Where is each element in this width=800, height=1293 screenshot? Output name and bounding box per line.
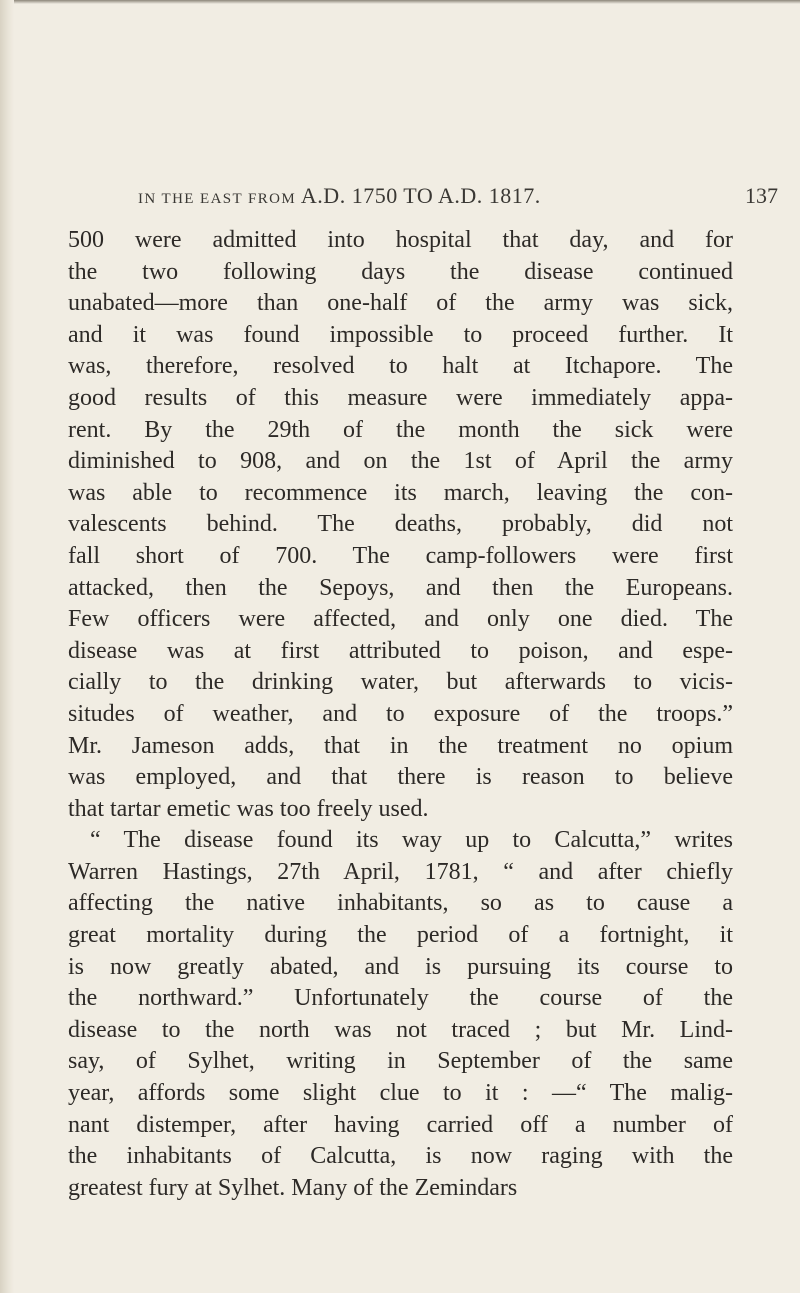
text-line: affecting the native inhabitants, so as to cause a (68, 890, 733, 917)
text-line: unabated—more than one-half of the army was sick, (68, 290, 733, 317)
text-line: Mr. Jameson adds, that in the treatment no opium (68, 732, 733, 759)
text-line: was employed, and that there is reason to believe (68, 764, 733, 791)
text-line: rent. By the 29th of the month the sick were (68, 416, 733, 443)
running-head-prefix: IN THE EAST FROM (138, 191, 297, 207)
text-line: the northward.” Unfortunately the course of the (68, 985, 733, 1012)
text-line: nant distemper, after having carried off a number of (68, 1111, 733, 1138)
text-line: 500 were admitted into hospital that day, and for (68, 227, 733, 253)
text-line: was able to recommence its march, leaving the con- (68, 479, 733, 506)
text-line: diminished to 908, and on the 1st of April the army (68, 448, 733, 475)
text-line: disease was at first attributed to poison, and espe- (68, 637, 733, 664)
body-text (68, 225, 733, 1204)
text-line: the inhabitants of Calcutta, is now raging with the (68, 1143, 733, 1170)
text-line: valescents behind. The deaths, probably, did not (68, 511, 733, 538)
text-line: disease to the north was not traced ; but Mr. Lind- (68, 1016, 733, 1043)
text-line: greatest fury at Sylhet. Many of the Zemindars (68, 1174, 518, 1201)
text-line: fall short of 700. The camp-followers were first (68, 542, 733, 569)
page-top-edge (0, 0, 800, 4)
text-line: situdes of weather, and to exposure of the troops.” (68, 700, 733, 727)
text-line: “ The disease found its way up to Calcutta,” writes (90, 827, 733, 854)
text-line: Warren Hastings, 27th April, 1781, “ and after chiefly (68, 858, 733, 885)
page-binding-edge (0, 0, 14, 1293)
text-line: Few officers were affected, and only one died. The (68, 606, 733, 633)
text-line: say, of Sylhet, writing in September of the same (68, 1048, 733, 1075)
text-line: is now greatly abated, and is pursuing its course to (68, 953, 733, 980)
text-line: cially to the drinking water, but afterwards to vicis- (68, 669, 733, 696)
text-line: was, therefore, resolved to halt at Itchapore. The (68, 353, 733, 380)
text-line: great mortality during the period of a fortnight, it (68, 922, 733, 949)
text-line: the two following days the disease continued (68, 258, 733, 285)
page-number: 137 (745, 183, 778, 208)
running-head (138, 183, 718, 209)
text-line: year, affords some slight clue to it : —“ The malig- (68, 1080, 733, 1107)
text-line: that tartar emetic was too freely used. (68, 795, 429, 822)
text-line: and it was found impossible to proceed further. It (68, 321, 733, 348)
running-head-date-range: A.D. 1750 TO A.D. 1817. (300, 183, 541, 208)
text-line: good results of this measure were immediately appa- (68, 384, 733, 411)
text-line: attacked, then the Sepoys, and then the Europeans. (68, 574, 733, 601)
